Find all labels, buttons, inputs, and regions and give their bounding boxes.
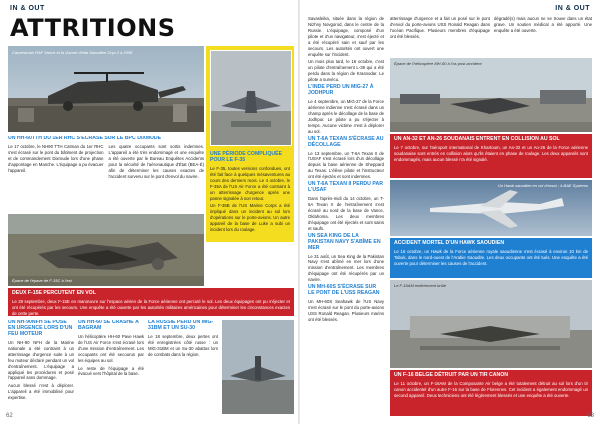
article-paragraph: Le 18 septembre, deux pertes ont été enregistrées côté russe : un MiG-31BM et un Su-30 abattus lors de combats dans la région. <box>148 333 218 357</box>
article-paragraph: Un NH-90 NFH de la Marine nationale a été contraint à un atterrissage d'urgence suite à un feu moteur déclaré pendant un vol d'entraînement. L'équipage a appliqué les procédures et posé l'appareil sans dommage. <box>8 339 74 381</box>
article-header: UN HH-60TTH DU 1ER RHC S'ÉCRASE SUR LE BPC DIXMUDE <box>8 136 162 141</box>
photo-caption: Cameraman RAF Vance et la Garnet d'état Saoudien Oryx 2 à 2008 <box>12 50 133 55</box>
article-paragraph: Le 7 octobre, sur l'aéroport international de Khartoum, un An-32 et un An-26 de la Force aérienne soudanaise sont entrés en collision alors qu'ils étaient en phase de roulage. Les deux appareils sont endommagés, mais aucun blessé n'a été signalé. <box>394 144 588 162</box>
article-header: UN SEA KING DE LA PAKISTAN NAVY S'ABÎME EN MER <box>308 232 381 251</box>
section-tag: IN & OUT <box>555 5 590 12</box>
blue-article-box-hawk <box>390 238 592 278</box>
section-tag: IN & OUT <box>10 5 45 12</box>
red-article-box <box>8 288 294 316</box>
article-header: UN AN-32 ET AN-26 SOUDANAIS ENTRENT EN COLLISION AU SOL <box>394 136 560 142</box>
photo-f16-burned <box>390 280 592 368</box>
photo-mig31 <box>222 320 294 414</box>
article-header: UN F-16 BELGE DÉTRUIT PAR UN TIR CANON <box>394 372 509 378</box>
page-number: 62 <box>6 413 13 419</box>
article-paragraph: Le 16 octobre, un Hawk de la Force aérienne royale saoudienne s'est écrasé à environ 10 km de Tabuk, dans le nord-ouest de l'Arabie Saoudite. Les deux occupants ont été tués. Une enquête a été ouverte pour déterminer les causes de l'accident. <box>394 248 588 266</box>
photo-f35-art <box>211 51 291 145</box>
photo-crash-wreck <box>8 214 204 286</box>
right-column-3-top <box>494 16 592 56</box>
article-paragraph: Les quatre occupants sont sortis indemnes. L'appareil a été très endommagé et une enquête a été ouverte par le Bureau Enquêtes Accidents pour la sécurité de l'aéronautique d'État (BEA-É) afin de déterminer les causes exactes de l'accident survenu sur le pont d'envol du navire. <box>108 143 204 179</box>
article-paragraph: Un MH-60S Seahawk de l'US Navy s'est écrasé sur le pont du porte-avions USS Ronald Reagan. Plusieurs marins ont été blessés. <box>308 299 384 322</box>
photo-caption: Le F-16AM entièrement brûlé <box>394 283 447 288</box>
article-paragraph: Le 13 septembre, un T-6A Texan II de l'USAF s'est écrasé lors d'un décollage depuis la base aérienne de Sheppard au Texas. L'élève pilote et l'instructeur ont été éjectés et sont indemnes. <box>308 150 384 180</box>
article-paragraph: Dans l'après-midi du 14 octobre, un T-6A Texan II de l'entraînement s'est écrasé au nord de la base de Vance, Oklahoma. Les deux membres d'équipage ont été éjectés et sont sains et saufs. <box>308 196 384 231</box>
photo-tarmac-wreck-art <box>390 58 592 132</box>
article-header: UN NH-90NFH SE POSE EN URGENCE LORS D'UN FEU MOTEUR <box>8 320 73 337</box>
photo-helicopter-deck <box>8 46 204 132</box>
red-article-box-f16 <box>390 370 592 416</box>
article-hh60-crash <box>78 320 144 418</box>
article-paragraph: Un hélicoptère HH-60 Pave Hawk de l'US Air Force s'est écrasé lors d'une mission d'entraînement. Les occupants ont été secourus par les équipes au sol. <box>78 333 144 363</box>
photo-f35 <box>210 50 292 146</box>
photo-helicopter-deck-art <box>8 46 204 132</box>
article-paragraph: dégradé(s) mais aucun ne se trouve dans un état grave. Un soutien médical a été apporté. Une enquête a été ouverte. <box>494 16 592 33</box>
article-russia-losses <box>148 320 218 418</box>
article-header: L'INDE PERD UN MIG-27 À JODHPUR <box>308 84 374 97</box>
article-header: UN HH-60 SE CRASHE À BAGRAM <box>78 320 139 331</box>
article-header: UNE PÉRIODE COMPLIQUÉE POUR LE F-35 <box>210 151 283 163</box>
article-paragraph: atterrissage d'urgence et a fait un posé sur le pont d'envol du porte-avions USS Ronald Reagan dans l'océan Pacifique. Plusieurs membres d'équipage ont été blessés. <box>390 16 490 39</box>
photo-hawk-flight-art <box>390 180 592 236</box>
article-paragraph: Un F-35B de l'US Marine Corps a été impliqué dans un incident au sol lors d'opérations sur le porte-avions. Un autre appareil de la base de Luke a subi un incident lors du roulage. <box>210 203 290 233</box>
right-column-2-top <box>390 16 490 56</box>
right-page <box>300 0 600 424</box>
article-paragraph: Le 31 août, un Sea King de la Pakistan Navy s'est abîmé en mer lors d'une mission d'entraînement. Les membres d'équipage ont été récupérés par un navire. <box>308 253 384 283</box>
article-columns <box>8 144 204 182</box>
page-title: ATTRITIONS <box>10 14 176 42</box>
article-paragraph: Le F-35, toutes versions confondues, ont été fait face à quelques mésaventures au cours des derniers mois. Le 4 octobre, le F-35A de l'US Air Force a été contraint à un atterrissage d'urgence après une panne signalée à son retour. <box>210 165 290 201</box>
article-nh90-engine-fire <box>8 320 74 418</box>
photo-hawk-flight <box>390 180 592 236</box>
article-paragraph: Le 28 septembre, deux F-15E en manœuvre sur l'espace aérien de la Force aérienne ont percuté le sol. Les deux équipages ont pu s'éjecter et ont été récupérés par les secours. Une enquête a été ouverte par les autorités militaires américaines pour déterminer les circonstances exactes de cette perte. <box>12 298 290 316</box>
photo-caption: Un Hawk saoudien en vol d'essai ; 4-BAE Systems <box>497 183 588 188</box>
article-paragraph: Le 17 octobre, le NH90 TTH Caïman du 1er RHC s'est écrasé sur le pont du bâtiment de projection et de commandement Dixmude lors d'une phase d'appontage en Manche. L'équipage a pu évacuer l'appareil. <box>8 143 104 173</box>
page-number: 63 <box>587 413 594 419</box>
photo-mig31-art <box>222 320 294 414</box>
article-paragraph: Un mois plus tard, le 16 octobre, c'est un pilote d'entraînement L-39 qui a été perdu dans la région de Krasnodar. Le pilote a survécu. <box>308 59 384 83</box>
article-header: UN MH-60S S'ÉCRASE SUR LE PONT DE L'USS REAGAN <box>308 284 380 297</box>
article-paragraph: Le 11 octobre, un F-16AM de la Composante Air belge a été totalement détruit au sol lors d'un tir canon accidentel d'un autre F-16 sur la base de Florennes. Cet incident a également endommagé un second appareil. Deux techniciens ont été légèrement blessés et une enquête a été ouverte. <box>394 380 588 398</box>
right-column-1 <box>308 16 384 416</box>
article-header: ACCIDENT MORTEL D'UN HAWK SAOUDIEN <box>394 240 505 246</box>
article-header: UN T-6A TEXAN II PERDU PAR L'USAF <box>308 181 383 194</box>
photo-crash-wreck-art <box>8 214 204 286</box>
article-header: LA RUSSIE PERD UN MIG-31BM ET UN SU-30 <box>148 320 214 331</box>
article-header: DEUX F-15E PERCUTENT EN VOL <box>12 290 96 296</box>
red-article-box-sudan <box>390 134 592 178</box>
article-paragraph: Le reste de l'équipage a été évacué vers l'hôpital de la base. <box>78 365 144 377</box>
photo-caption: Épave de l'épave de F-15C à l'est <box>12 278 72 283</box>
article-header: UN T-6A TEXAN S'ÉCRASE AU DÉCOLLAGE <box>308 135 384 148</box>
article-paragraph: Le 4 septembre, un MiG-27 de la Force aérienne indienne s'est écrasé dans un champ après le décollage de la base de Jodhpur. Le pilote a pu s'éjecter à temps. Aucune victime n'est à déplorer au sol. <box>308 99 384 134</box>
photo-caption: Épave de l'hélicoptère MH-60 à l'os post-accident <box>394 61 482 66</box>
photo-tarmac-wreck <box>390 58 592 132</box>
photo-f16-burned-art <box>390 280 592 368</box>
article-paragraph: Savasleika, située dans la région de Nizhny Novgorod, dans le centre de la Russie. L'équipage, composé d'un pilote et d'un navigateur, s'est éjecté et a été récupéré sain et sauf par les secours. Les autorités ont ouvert une enquête sur l'incident. <box>308 16 384 57</box>
article-paragraph: Aucun blessé n'est à déplorer. L'appareil a été immobilisé pour expertise. <box>8 383 74 401</box>
